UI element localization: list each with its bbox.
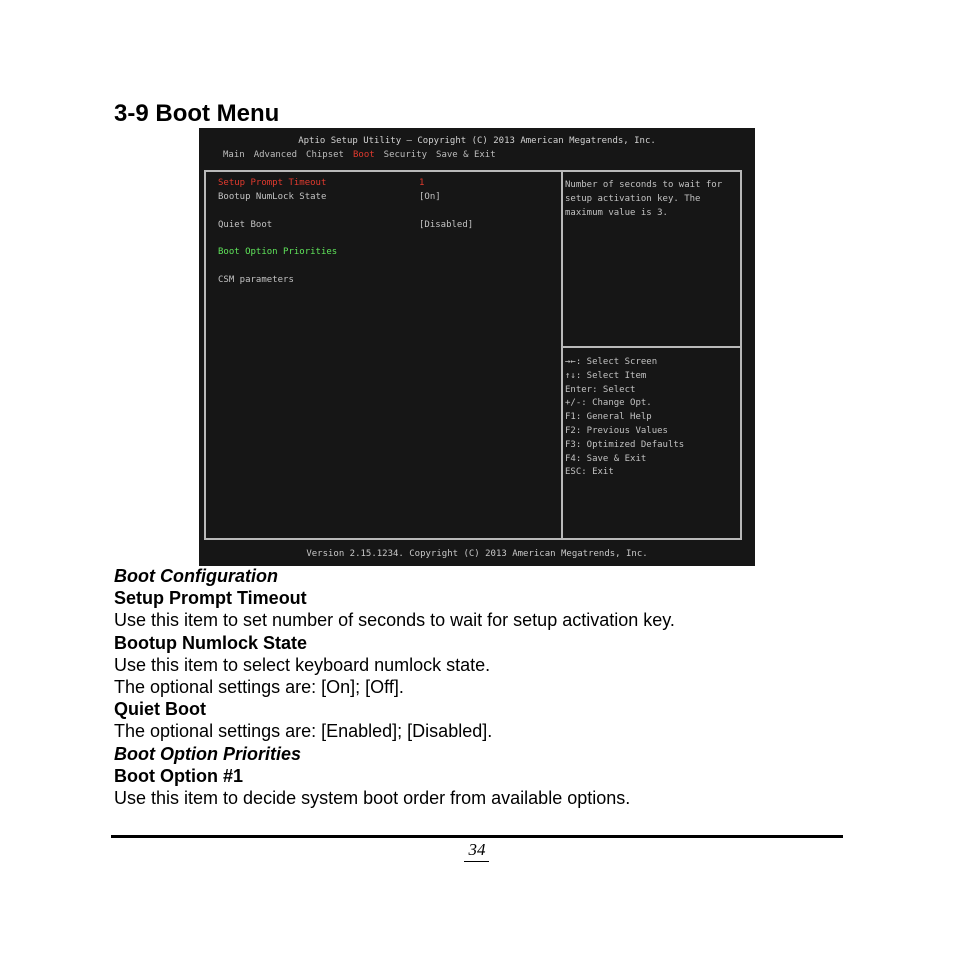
- bios-key-select-item: ↑↓: Select Item: [565, 370, 647, 381]
- heading-bootup-numlock: Bootup Numlock State: [114, 632, 308, 653]
- bios-value-quiet-boot[interactable]: [Disabled]: [419, 220, 474, 230]
- options-quiet-boot: The optional settings are: [Enabled]; [Disabled].: [114, 721, 493, 742]
- bios-key-esc-exit: ESC: Exit: [565, 467, 614, 478]
- desc-setup-prompt-timeout: Use this item to set number of seconds to wait for setup activation key.: [114, 610, 675, 631]
- options-bootup-numlock: The optional settings are: [On]; [Off].: [114, 677, 404, 698]
- subsection-boot-configuration: Boot Configuration: [114, 566, 278, 586]
- bios-divider-horizontal: [563, 346, 742, 348]
- bios-item-quiet-boot[interactable]: Quiet Boot: [218, 220, 273, 230]
- bios-key-save-exit: F4: Save & Exit: [565, 453, 647, 464]
- section-title: 3-9 Boot Menu: [114, 100, 280, 127]
- heading-setup-prompt-timeout: Setup Prompt Timeout: [114, 588, 307, 609]
- bios-key-optimized-defaults: F3: Optimized Defaults: [565, 439, 685, 450]
- bios-item-csm-parameters[interactable]: CSM parameters: [218, 275, 294, 285]
- bios-value-bootup-numlock[interactable]: [On]: [419, 192, 441, 202]
- bios-key-enter: Enter: Select: [565, 384, 636, 395]
- page-number-underline: [464, 861, 489, 862]
- bios-key-general-help: F1: General Help: [565, 412, 652, 423]
- page-number: 34: [468, 840, 486, 859]
- heading-quiet-boot: Quiet Boot: [114, 699, 206, 720]
- heading-boot-option-1: Boot Option #1: [114, 765, 243, 786]
- bios-item-setup-prompt-timeout[interactable]: Setup Prompt Timeout: [218, 178, 327, 188]
- bios-value-setup-prompt-timeout[interactable]: 1: [419, 178, 425, 188]
- bios-help-text: Number of seconds to wait for setup activation key. The maximum value is 3.: [565, 180, 723, 218]
- subsection-boot-option-priorities: Boot Option Priorities: [114, 743, 301, 764]
- bios-tab-chipset[interactable]: Chipset: [306, 150, 344, 160]
- bios-tab-advanced[interactable]: Advanced: [253, 150, 298, 160]
- bios-menu-bar: [223, 150, 496, 160]
- bios-item-bootup-numlock[interactable]: Bootup NumLock State: [218, 192, 327, 202]
- desc-bootup-numlock: Use this item to select keyboard numlock state.: [114, 654, 491, 675]
- bios-key-previous-values: F2: Previous Values: [565, 425, 668, 436]
- bios-item-boot-option-priorities[interactable]: Boot Option Priorities: [218, 247, 338, 257]
- desc-boot-option-1: Use this item to decide system boot order from available options.: [114, 788, 631, 809]
- bios-footer: Version 2.15.1234. Copyright (C) 2013 American Megatrends, Inc.: [306, 549, 648, 559]
- bios-key-legend: [565, 356, 735, 480]
- document-body: [114, 565, 844, 809]
- footer-rule: [111, 835, 843, 838]
- bios-tab-save-exit[interactable]: Save & Exit: [436, 150, 496, 160]
- bios-key-change-opt: +/-: Change Opt.: [565, 398, 652, 409]
- bios-tab-main[interactable]: Main: [223, 150, 245, 160]
- bios-title: Aptio Setup Utility – Copyright (C) 2013 American Megatrends, Inc.: [298, 136, 656, 146]
- bios-tab-boot[interactable]: Boot: [352, 150, 375, 160]
- bios-key-select-screen: →←: Select Screen: [565, 357, 658, 367]
- bios-screenshot: [199, 128, 755, 566]
- bios-tab-security[interactable]: Security: [383, 150, 428, 160]
- bios-divider-vertical: [561, 170, 563, 540]
